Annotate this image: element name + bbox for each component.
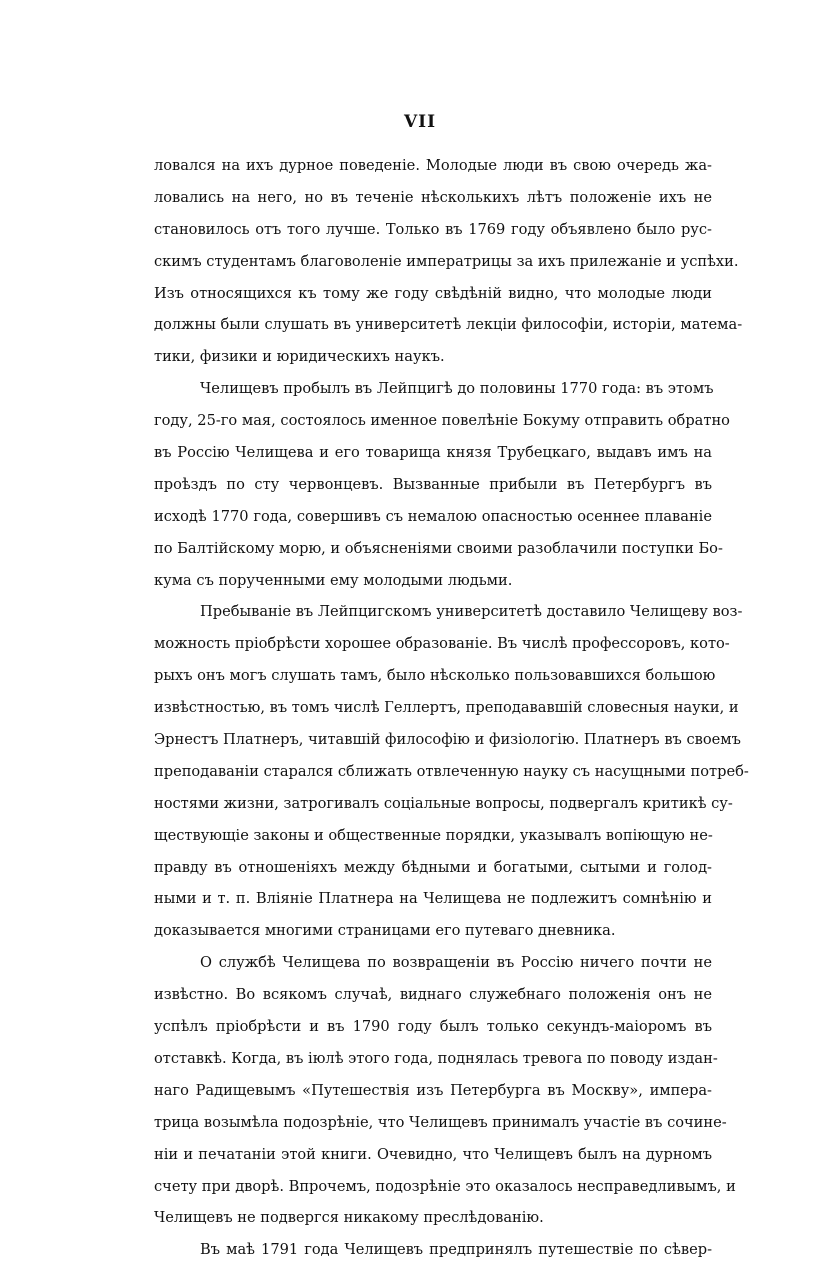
text-line: кума съ порученными ему молодыми людьми.	[154, 571, 513, 589]
text-line: нiи и печатанiи этой книги. Очевидно, что Челищевъ былъ на дурномъ	[154, 1145, 712, 1163]
text-line: преподаванiи старался сближать отвлеченную науку съ насущными потреб-	[154, 762, 749, 780]
text-line: счету при дворѣ. Впрочемъ, подозрѣнiе это оказалось несправедливымъ, и	[154, 1177, 736, 1195]
text-line: доказывается многими страницами его путеваго дневника.	[154, 922, 616, 940]
page-number: VII	[403, 112, 437, 132]
text-line: году, 25-го мая, состоялось именное повелѣнiе Бокуму отправить обратно	[154, 412, 730, 430]
text-line: становилось отъ того лучше. Только въ 1769 году объявлено было рус-	[154, 220, 712, 238]
text-line: наго Радищевымъ «Путешествiя изъ Петербурга въ Москву», импера-	[154, 1081, 712, 1099]
text-line: Эрнестъ Платнеръ, читавшiй философiю и физiологiю. Платнеръ въ своемъ	[154, 731, 741, 749]
text-line: ществующiе законы и общественные порядки, указывалъ вопiющую не-	[154, 826, 713, 844]
text-line: извѣстностью, въ томъ числѣ Геллертъ, преподававшiй словесныя науки, и	[154, 699, 739, 717]
text-line: ностями жизни, затрогивалъ соцiальные вопросы, подвергалъ критикѣ су-	[154, 794, 733, 812]
text-line: въ Россiю Челищева и его товарища князя Трубецкаго, выдавъ имъ на	[154, 444, 712, 462]
text-line: Челищевъ не подвергся никакому преслѣдованiю.	[154, 1209, 544, 1227]
text-line: Пребыванiе въ Лейпцигскомъ университетѣ доставило Челищеву воз-	[200, 603, 743, 621]
text-line: извѣстно. Во всякомъ случаѣ, виднаго служебнаго положенiя онъ не	[154, 986, 712, 1004]
text-line: О службѣ Челищева по возвращенiи въ Россiю ничего почти не	[200, 954, 712, 972]
text-line: успѣлъ прiобрѣсти и въ 1790 году былъ только секундъ-маiоромъ въ	[154, 1018, 712, 1036]
text-line: ловался на ихъ дурное поведенiе. Молодые люди въ свою очередь жа-	[154, 157, 712, 174]
text-line: ловались на него, но въ теченiе нѣсколькихъ лѣтъ положенiе ихъ не	[154, 188, 712, 206]
text-line: должны были слушать въ университетѣ лекцiи философiи, исторiи, матема-	[154, 316, 743, 334]
text-line: рыхъ онъ могъ слушать тамъ, было нѣсколько пользовавшихся большою	[154, 667, 716, 685]
text-line: правду въ отношенiяхъ между бѣдными и богатыми, сытыми и голод-	[154, 858, 712, 876]
text-line: можность прiобрѣсти хорошее образованiе. Въ числѣ профессоровъ, кото-	[154, 635, 730, 653]
text-line: тики, физики и юридическихъ наукъ.	[154, 348, 445, 366]
text-line: отставкѣ. Когда, въ iюлѣ этого года, поднялась тревога по поводу издан-	[154, 1049, 718, 1067]
text-line: исходѣ 1770 года, совершивъ съ немалою опасностью осеннее плаванiе	[154, 507, 712, 525]
text-line: ными и т. п. Влiянiе Платнера на Челищева не подлежитъ сомнѣнiю и	[154, 890, 712, 908]
text-line: проѣздъ по сту червонцевъ. Вызванные прибыли въ Петербургъ въ	[154, 475, 712, 493]
text-line: скимъ студентамъ благоволенiе императрицы за ихъ прилежанiе и успѣхи.	[154, 252, 739, 270]
text-line: трица возымѣла подозрѣнiе, что Челищевъ принималъ участiе въ сочине-	[154, 1113, 727, 1131]
text-line: Въ маѣ 1791 года Челищевъ предпринялъ путешествiе по сѣвер-	[200, 1241, 712, 1259]
text-line: по Балтiйскому морю, и объясненiями своими разоблачили поступки Бо-	[154, 539, 723, 557]
text-line: Изъ относящихся къ тому же году свѣдѣнiй видно, что молодые люди	[154, 284, 712, 302]
text-line: Челищевъ пробылъ въ Лейпцигѣ до половины 1770 года: въ этомъ	[200, 380, 714, 398]
body-text	[154, 150, 749, 1266]
